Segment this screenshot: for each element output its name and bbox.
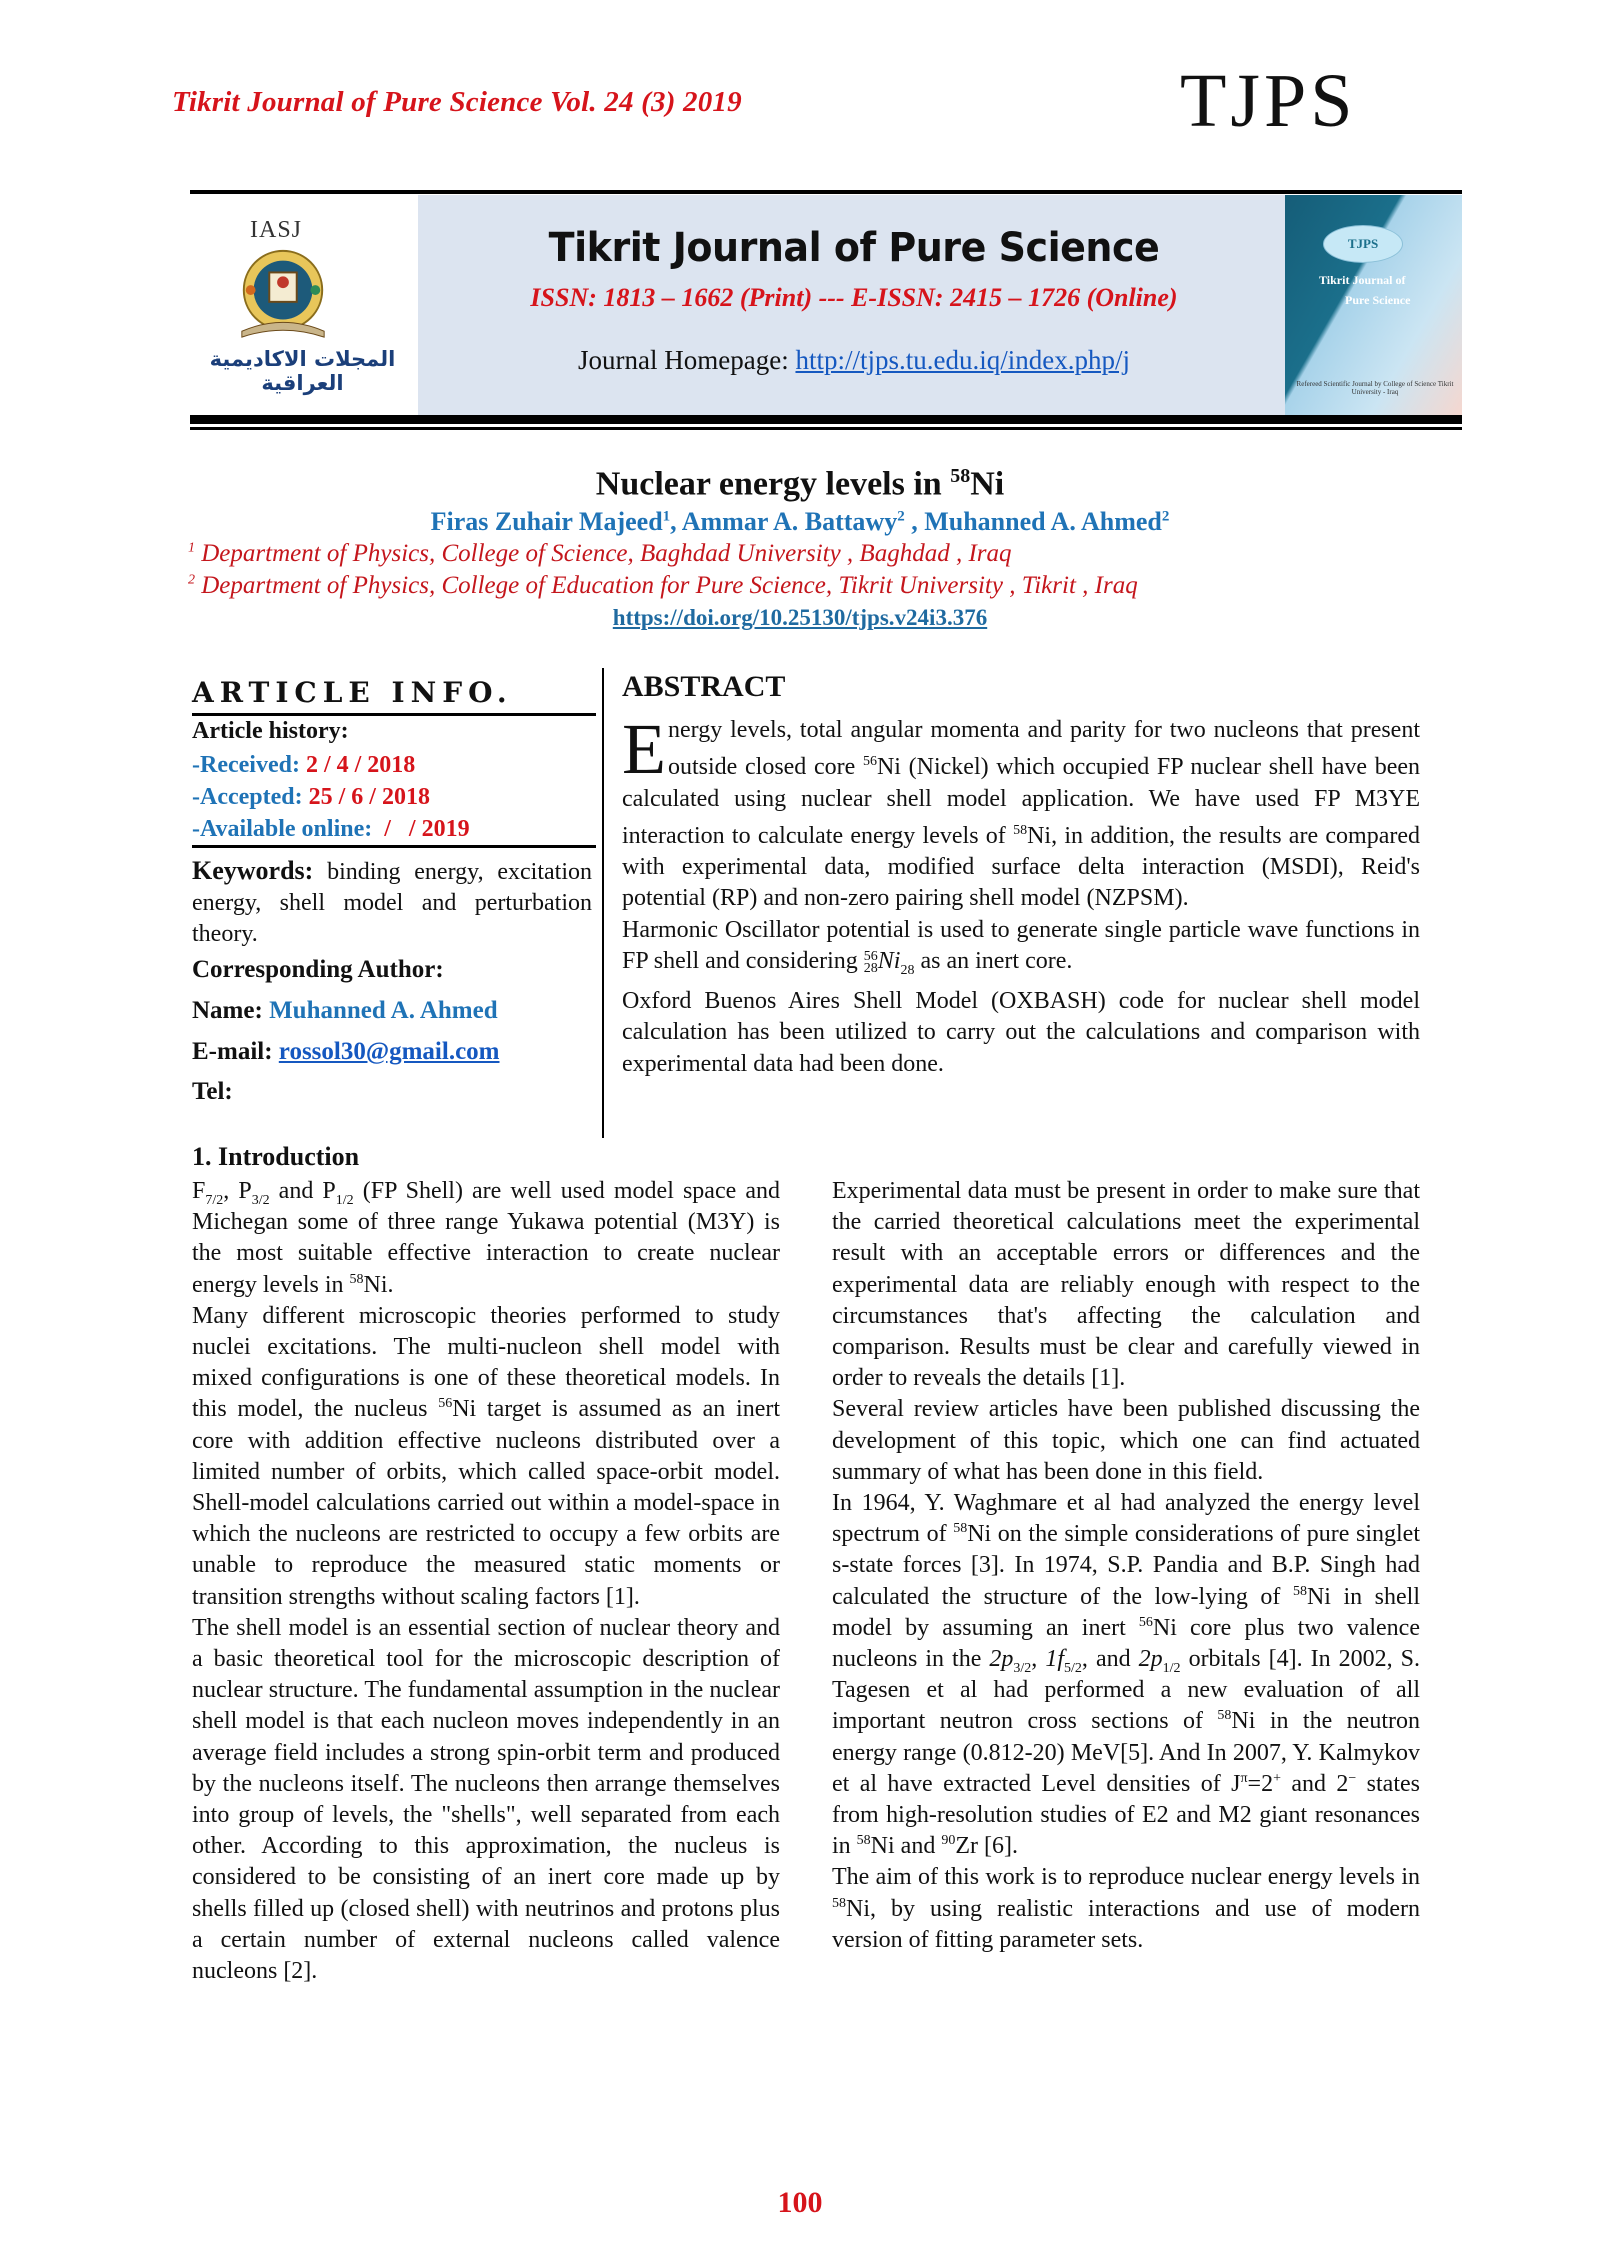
section-heading-introduction: 1. Introduction xyxy=(192,1142,360,1171)
banner-issn: ISSN: 1813 – 1662 (Print) --- E-ISSN: 2415 – 1726 (Online) xyxy=(530,283,1178,312)
abstract-body xyxy=(622,709,1421,1080)
intro-paragraph-4: Experimental data must be present in order to make sure that the carried theoretical calculations meet the experimental result with an acceptable errors or differences and the experimental data are reliably enough with respect to the circumstances that's affecting the calculation and comparison. Results must be clear and carefully viewed in order to reveals the details [1]. xyxy=(832,1178,1420,1392)
affiliation-1: $^1$ Department of Physics, College of Science, Baghdad University , Baghdad , Iraq xyxy=(188,540,1012,567)
article-info-rule xyxy=(192,713,596,716)
cover-badge: TJPS xyxy=(1323,225,1403,263)
cover-title-line1: Tikrit Journal of xyxy=(1319,273,1406,287)
abstract-paragraph-1: Energy levels, total angular momenta and parity for two nucleons that present outside closed core $^{56}$Ni (Nickel) which occupied FP nuclear shell have been calculated using nuclear shell model application. We have used FP M3YE interaction to calculate energy levels of $^{58}$Ni, in addition, the results are compared with experimental data, modified surface delta interaction (MSDI), Reid's potential (RP) and non-zero pairing shell model (NZPSM). xyxy=(622,709,1421,912)
history-rule xyxy=(192,845,596,848)
journal-running-title: Tikrit Journal of Pure Science Vol. 24 (3) 2019 xyxy=(172,86,742,118)
intro-paragraph-7: The aim of this work is to reproduce nuclear energy levels in $^{58}$Ni, by using realistic interactions and use of modern version of fitting parameter sets. xyxy=(832,1864,1420,1953)
author-1: Firas Zuhair Majeed xyxy=(430,507,663,536)
banner-journal-title: Tikrit Journal of Pure Science xyxy=(548,225,1160,271)
author-2: Ammar A. Battawy xyxy=(681,507,898,536)
iasj-logo xyxy=(190,195,415,415)
banner-center xyxy=(418,195,1290,415)
intro-paragraph-3: The shell model is an essential section of nuclear theory and a basic theoretical tool for the microscopic description of nuclear structure. The fundamental assumption in the nuclear shell model is that each nucleon moves independently in an average field includes a strong spin-orbit term and produced by the nucleons itself. The nucleons then arrange themselves into group of levels, the "shells", well separated from each other. According to this approximation, the nucleus is considered to be consisting of an inert core made up by shells filled up (closed shell) with neutrinos and protons plus a certain number of external nucleons called valence nucleons [2]. xyxy=(192,1614,780,1985)
iasj-emblem-icon xyxy=(234,245,332,343)
doi xyxy=(0,605,1600,631)
banner-top-rule xyxy=(190,190,1462,194)
doi-link[interactable]: https://doi.org/10.25130/tjps.v24i3.376 xyxy=(612,605,988,630)
journal-banner xyxy=(190,195,1462,415)
abstract-heading: ABSTRACT xyxy=(622,670,786,703)
email-link[interactable]: rossol30@gmail.com xyxy=(278,1038,500,1065)
intro-paragraph-2: Many different microscopic theories performed to study nuclei excitations. The multi-nucleon shell model with mixed configurations is one of these theoretical models. In this model, the nucleus $^{56}$Ni target is assumed as an inert core with addition effective nucleons distributed over a limited number of orbits, which called space-orbit model. Shell-model calculations carried out within a model-space in which the nucleons are restricted to occupy a few orbits are unable to reproduce the measured static moments or transition strengths without scaling factors [1]. xyxy=(192,1302,781,1610)
keywords: Keywords: binding energy, excitation energy, shell model and perturbation theory. xyxy=(192,856,592,947)
abstract-paragraph-2: Harmonic Oscillator potential is used to generate single particle wave functions in FP shell and considering 56 28 $Ni_{28}$ as an inert core. xyxy=(622,916,1420,978)
tjps-logo-text: TJPS xyxy=(1180,59,1357,143)
corresponding-author-email: E-mail: rossol30@gmail.com xyxy=(192,1038,500,1065)
body-column-right xyxy=(832,1176,1420,1956)
cover-title-line2: Pure Science xyxy=(1345,293,1411,307)
corresponding-author-tel: Tel: xyxy=(192,1078,233,1105)
iasj-title: IASJ xyxy=(250,217,303,243)
banner-homepage xyxy=(418,345,1290,376)
body-column-left xyxy=(192,1176,780,1987)
affiliation-2: $^2$ Department of Physics, College of Education for Pure Science, Tikrit University , Tikrit , Iraq xyxy=(188,572,1138,599)
drop-cap: E xyxy=(622,709,666,789)
history-available-online: -Available online: / / 2019 xyxy=(192,816,470,842)
author-list: Firas Zuhair Majeed$^1$, Ammar A. Battawy$^2$ , Muhanned A. Ahmed$^2$ xyxy=(430,507,1170,536)
banner-bottom-rule-thin xyxy=(190,427,1462,430)
journal-cover-thumbnail xyxy=(1285,195,1462,415)
history-received: -Received: 2 / 4 / 2018 xyxy=(192,752,416,778)
intro-paragraph-5: Several review articles have been published discussing the development of this topic, which one can find actuated summary of what has been done in this field. xyxy=(832,1396,1420,1485)
corresponding-author-label: Corresponding Author: xyxy=(192,956,444,983)
homepage-link[interactable]: http://tjps.tu.edu.iq/index.php/j xyxy=(795,345,1130,375)
homepage-label: Journal Homepage: xyxy=(578,345,796,375)
intro-paragraph-6: In 1964, Y. Waghmare et al had analyzed the energy level spectrum of $^{58}$Ni on the simple considerations of pure singlet s-state forces [3]. In 1974, S.P. Pandia and B.P. Singh had calculated the structure of the low-lying of $^{58}$Ni in shell model by assuming an inert $^{56}$Ni core plus two valence nucleons in the $2p_{3/2}$, $1f_{5/2}$, and $2p_{1/2}$ orbitals [4]. In 2002, S. Tagesen et al had performed a new evaluation of all important neutron cross sections of $^{58}$Ni in the neutron energy range (0.812-20) MeV[5]. And In 2007, Y. Kalmykov et al have extracted Level densities of $J^\pi=2^+$ and 2− states from high-resolution studies of E2 and M2 giant resonances in $^{58}$Ni and $^{90}$Zr [6]. xyxy=(832,1490,1421,1860)
article-history-label: Article history: xyxy=(192,718,349,744)
iasj-arabic-name: المجلات الاكاديمية العراقية xyxy=(209,347,396,395)
banner-bottom-rule xyxy=(190,415,1462,424)
corresponding-author-name: Name: Muhanned A. Ahmed xyxy=(192,997,498,1024)
paper-title: Nuclear energy levels in $^{58}$Ni xyxy=(595,465,1005,503)
author-3: Muhanned A. Ahmed xyxy=(924,507,1162,536)
intro-paragraph-1: $F_{7/2}$, $P_{3/2}$ and $P_{1/2}$ (FP Shell) are well used model space and Michegan some of three range Yukawa potential (M3Y) is the most suitable effective interaction to create nuclear energy levels in $^{58}$Ni. xyxy=(192,1178,780,1298)
history-accepted: -Accepted: 25 / 6 / 2018 xyxy=(192,784,430,810)
article-info-heading: ARTICLE INFO. xyxy=(192,676,513,709)
abstract-paragraph-3: Oxford Buenos Aires Shell Model (OXBASH) code for nuclear shell model calculation has been utilized to carry out the calculations and comparison with experimental data had been done. xyxy=(622,988,1420,1077)
nuclide-notation: 56 28 $Ni_{28}$ xyxy=(863,948,915,978)
cover-footer: Refereed Scientific Journal by College of Science Tikrit University - Iraq xyxy=(1296,380,1454,396)
column-divider xyxy=(602,668,604,1138)
keywords-label: Keywords: xyxy=(192,856,314,885)
page-number: 100 xyxy=(777,2186,823,2219)
